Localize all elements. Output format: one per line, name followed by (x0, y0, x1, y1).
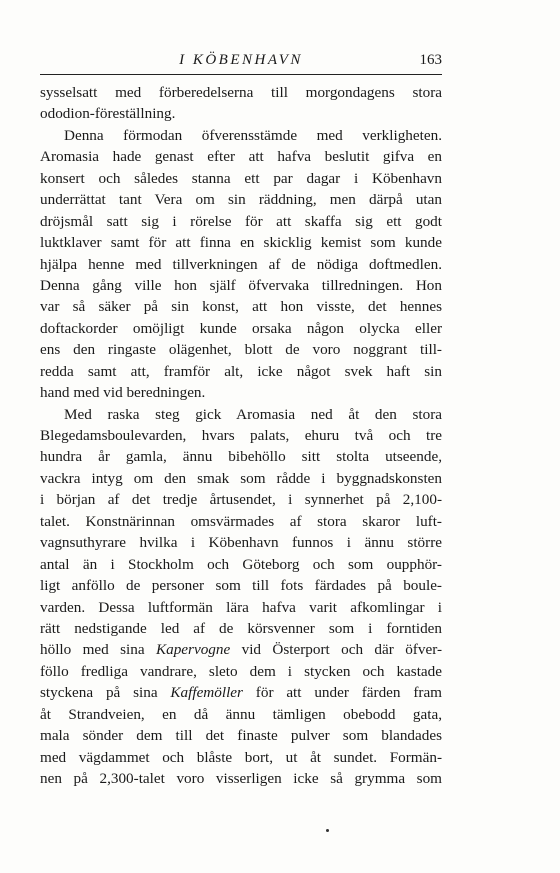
text-line: talet. Konstnärinnan omsvärmades af stora skaror luft- (40, 512, 442, 530)
running-head (40, 52, 442, 74)
text-line: med vägdammet och blåste bort, ut åt sundet. Formän- (40, 748, 442, 766)
text-line: Med raska steg gick Aromasia ned åt den stora (64, 405, 442, 423)
text-line: rätt nedstigande led af de körsvenner som i forntiden (40, 619, 442, 637)
text-line: hundra år gamla, ännu bibehöllo sitt stolta utseende, (40, 448, 442, 466)
text-line: i början af det tredje årtusendet, i synnerhet på 2,100- (40, 491, 442, 509)
text-line: mala sönder dem till det finaste pulver som blandades (40, 727, 442, 745)
text-segment: vid Österport och där öfver- (230, 641, 442, 659)
text-line: doftackorder omöjligt kunde orsaka någon olycka eller (40, 319, 442, 337)
running-title: I KÖBENHAVN (179, 52, 303, 68)
text-line: redda samt att, framför alt, icke något svek haft sin (40, 362, 442, 380)
text-line: antal än i Stockholm och Göteborg och som oupphör- (40, 555, 442, 573)
print-speck (326, 829, 329, 832)
text-line: nen på 2,300-talet voro visserligen icke så grymma som (40, 770, 442, 787)
italic-term: Kapervogne (155, 641, 231, 659)
text-line: ododion-föreställning. (40, 105, 176, 123)
page-number: 163 (419, 52, 442, 68)
italic-term: Kaffemöller (170, 684, 243, 702)
text-line: Denna förmodan öfverensstämde med verkligheten. (64, 126, 442, 144)
text-line (40, 639, 442, 660)
text-segment: styckena på sina (40, 684, 171, 702)
body-text (40, 82, 442, 789)
text-line: föllo fredliga vandrare, sleto dem i stycken och kastade (40, 662, 442, 680)
text-line: underrättat tant Vera om sin räddning, men därpå utan (40, 191, 442, 209)
text-line: dröjsmål satt sig i rörelse för att skaffa sig ett godt (40, 212, 442, 230)
text-line: hand med vid beredningen. (40, 384, 206, 402)
text-line: varden. Dessa luftformän lära hafva varit afkomlingar i (40, 598, 442, 616)
text-line: vackra intyg om den smak som rådde i byggnadskonsten (40, 469, 442, 487)
text-line: åt Strandveien, en då ännu tämligen obebodd gata, (40, 705, 442, 723)
text-line: ligt anföllo de personer som till fots färdades på boule- (40, 577, 442, 595)
text-line: ens den ringaste olägenhet, blott de voro noggrant till- (40, 341, 442, 359)
text-line (40, 682, 442, 703)
text-segment: höllo med sina (40, 641, 156, 659)
text-line: Blegedamsboulevarden, hvars palats, ehuru två och tre (40, 427, 442, 444)
header-rule (40, 74, 442, 75)
text-line: luktklaver samt för att finna en skicklig kemist som kunde (40, 234, 442, 252)
text-line: var så säker på sin konst, att hon visste, det hennes (40, 298, 442, 316)
text-line: hjälpa henne med tillverkningen af de nödiga doftmedlen. (40, 255, 442, 273)
text-line: vagnsuthyrare hvilka i Köbenhavn funnos i ännu större (40, 534, 442, 552)
text-segment: för att under färden fram (242, 684, 442, 702)
text-line: sysselsatt med förberedelserna till morgondagens stora (40, 84, 442, 101)
text-line: Aromasia hade genast efter att hafva beslutit gifva en (40, 148, 442, 166)
text-line: konsert och således stanna ett par dagar i Köbenhavn (40, 169, 442, 187)
text-line: Denna gång ville hon själf öfvervaka tillredningen. Hon (40, 276, 442, 294)
